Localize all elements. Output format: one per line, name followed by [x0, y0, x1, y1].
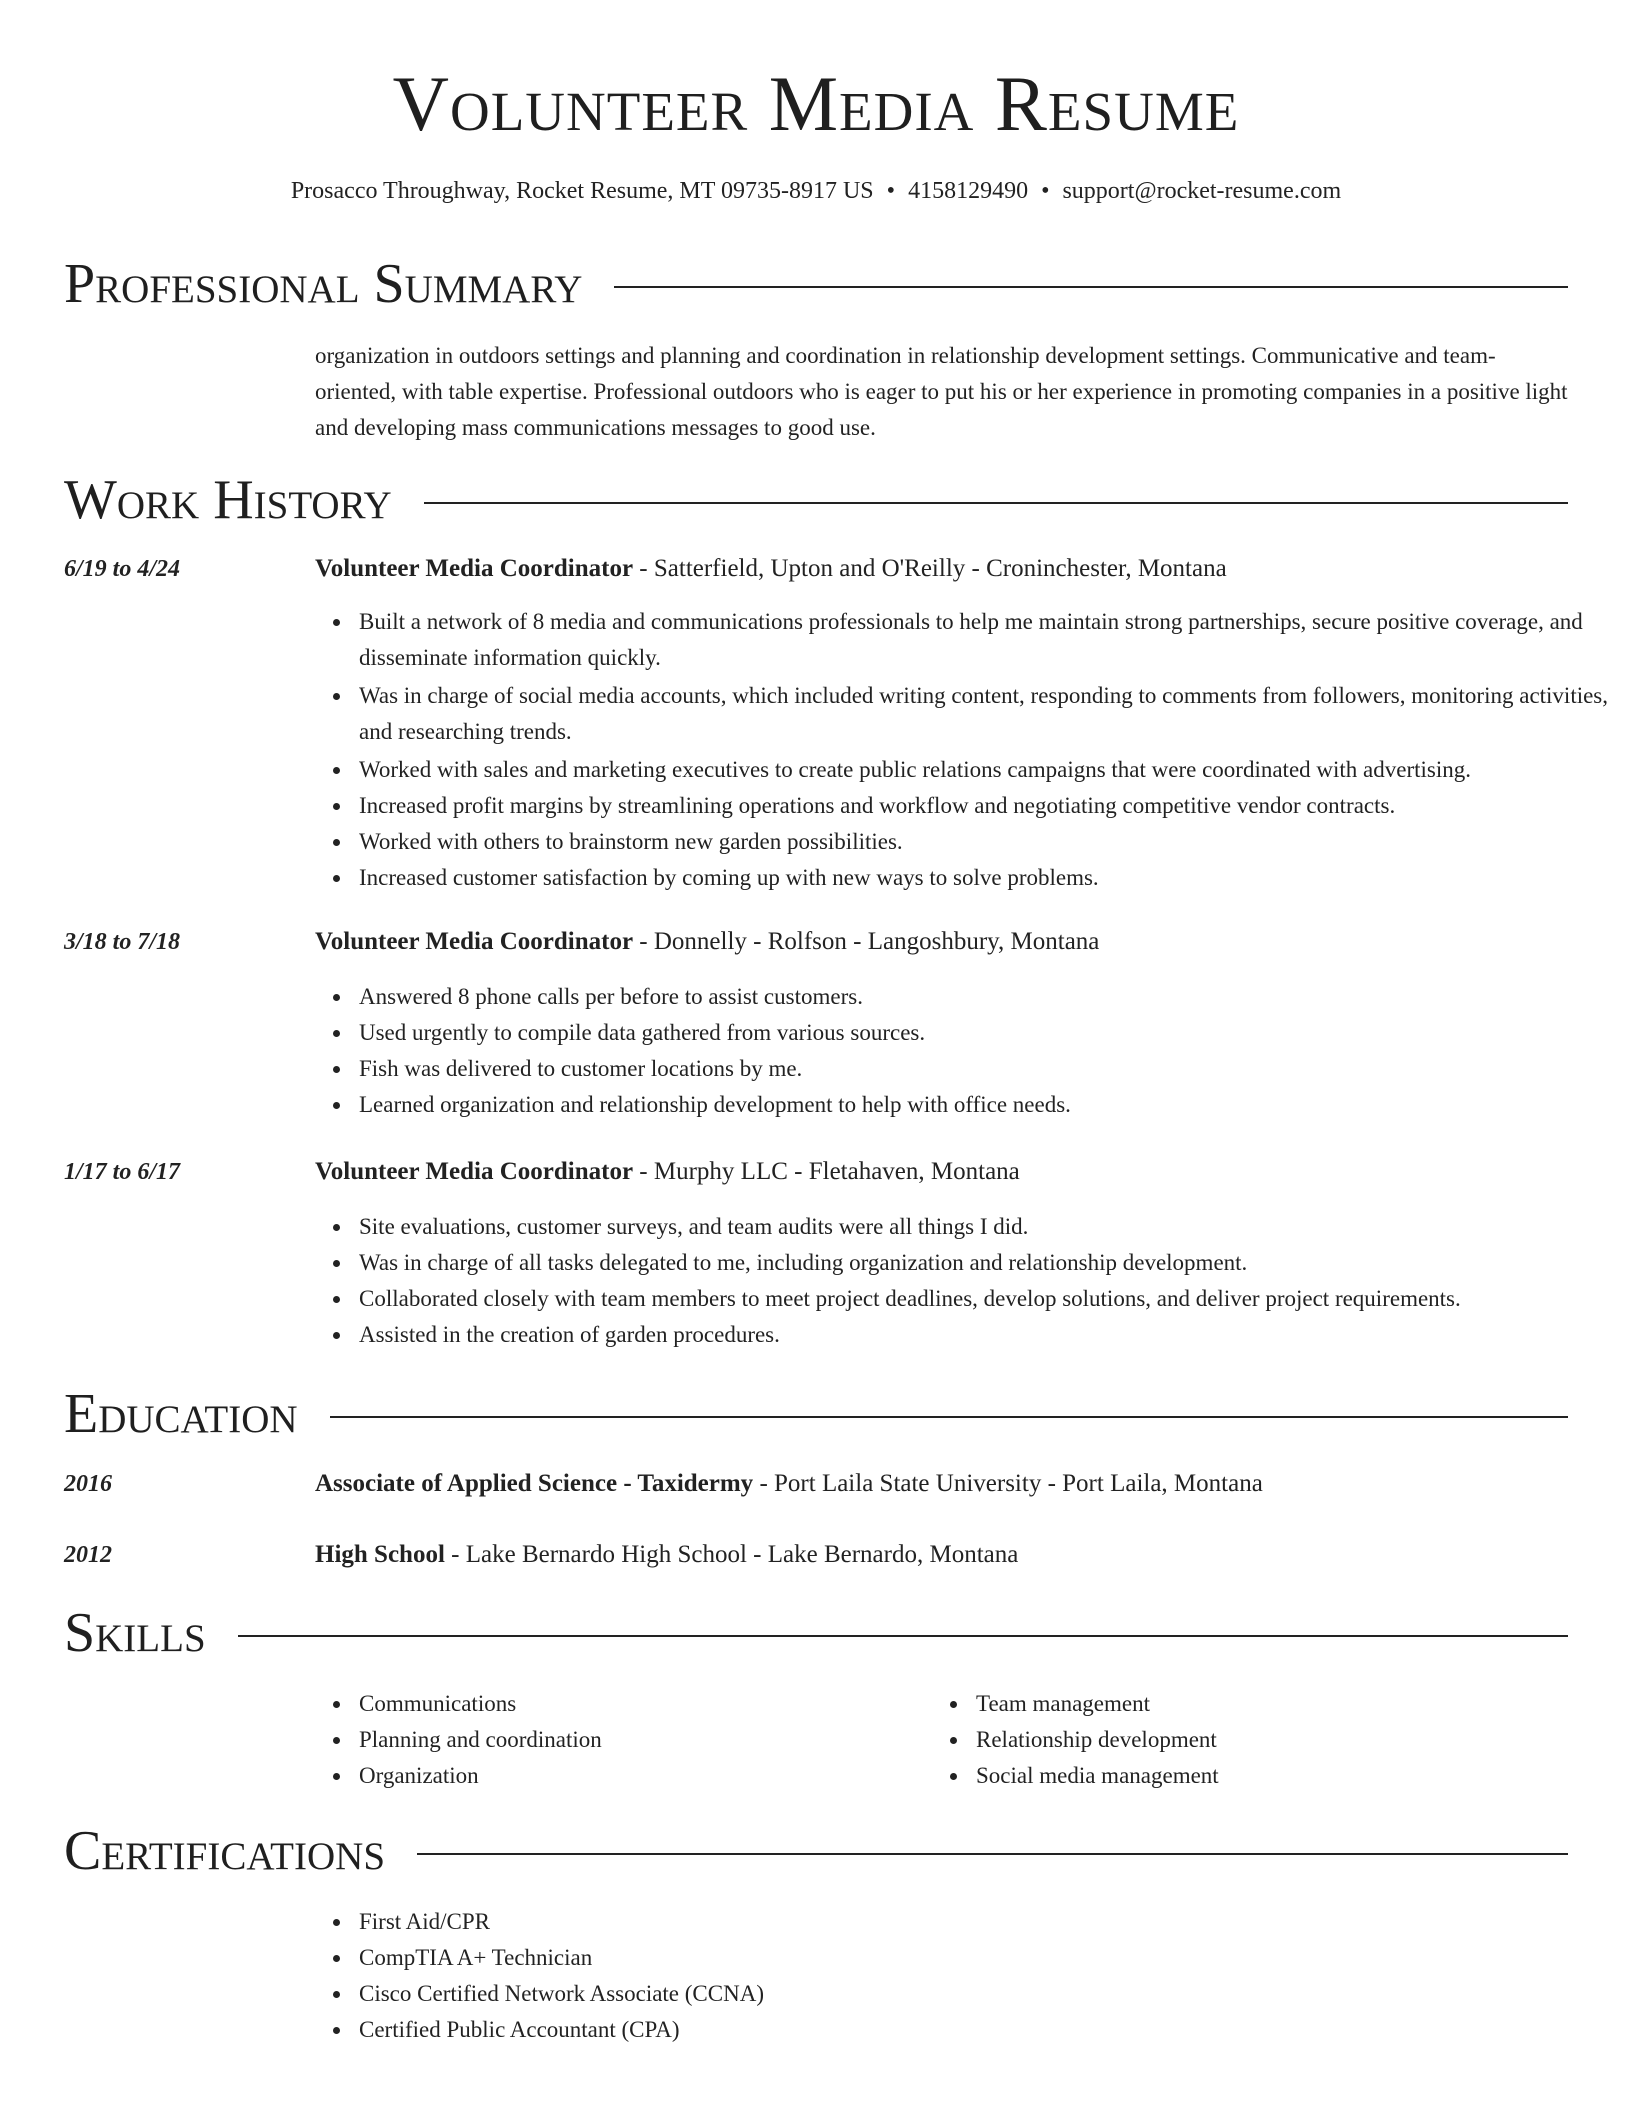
job-bullets: [315, 604, 1612, 896]
list-item: Answered 8 phone calls per before to assist customers.: [359, 979, 1612, 1015]
list-item: Worked with sales and marketing executives to create public relations campaigns that were coordinated with advertising.: [359, 752, 1612, 788]
list-item: Increased profit margins by streamlining operations and workflow and negotiating competitive vendor contracts.: [359, 788, 1612, 824]
job-employer: - Satterfield, Upton and O'Reilly - Croninchester, Montana: [633, 555, 1227, 582]
certification-item: Certified Public Accountant (CPA): [359, 2012, 1359, 2048]
section-title-work-history: Work History: [64, 469, 392, 531]
list-item: Was in charge of social media accounts, which included writing content, responding to comments from followers, monitoring activities, and researching trends.: [359, 678, 1612, 750]
contact-address: Prosacco Throughway, Rocket Resume, MT 09735-8917 US: [290, 178, 874, 204]
section-title-certifications: Certifications: [64, 1820, 386, 1882]
list-item: Built a network of 8 media and communications professionals to help me maintain strong partnerships, secure positive coverage, and disseminate information quickly.: [359, 604, 1612, 676]
skill-item: Team management: [976, 1686, 1536, 1722]
contact-email: support@rocket-resume.com: [1062, 178, 1342, 204]
certification-item: Cisco Certified Network Associate (CCNA): [359, 1976, 1359, 2012]
job-bullets: [315, 1209, 1612, 1353]
skill-item: Social media management: [976, 1758, 1536, 1794]
section-title-summary: Professional Summary: [64, 253, 583, 315]
job-heading: [315, 552, 1568, 586]
section-divider: [417, 1853, 1568, 1855]
education-school: - Lake Bernardo High School - Lake Bernardo, Montana: [444, 1541, 1019, 1568]
section-divider: [330, 1416, 1568, 1418]
job-title: Volunteer Media Coordinator: [315, 1158, 634, 1185]
job-bullets: [315, 979, 1612, 1123]
job-title: Volunteer Media Coordinator: [315, 928, 634, 955]
section-header-certifications: [64, 1819, 1568, 1883]
list-item: Assisted in the creation of garden procedures.: [359, 1317, 1612, 1353]
section-title-education: Education: [64, 1383, 298, 1445]
contact-line: [64, 174, 1568, 208]
education-date: 2016: [64, 1471, 112, 1497]
education-degree: Associate of Applied Science - Taxidermy: [315, 1470, 754, 1497]
job-employer: - Donnelly - Rolfson - Langoshbury, Montana: [633, 928, 1100, 955]
list-item: Used urgently to compile data gathered from various sources.: [359, 1015, 1612, 1051]
education-heading: [315, 1538, 1568, 1572]
job-date: 6/19 to 4/24: [64, 556, 181, 582]
contact-separator: •: [886, 178, 896, 204]
education-heading: [315, 1467, 1568, 1501]
list-item: Site evaluations, customer surveys, and team audits were all things I did.: [359, 1209, 1612, 1245]
section-header-skills: [64, 1601, 1568, 1665]
contact-separator: •: [1041, 178, 1050, 204]
certification-item: CompTIA A+ Technician: [359, 1940, 1359, 1976]
certification-item: First Aid/CPR: [359, 1904, 1359, 1940]
skills-list-left: [315, 1686, 919, 1794]
skill-item: Organization: [359, 1758, 919, 1794]
list-item: Increased customer satisfaction by coming up with new ways to solve problems.: [359, 860, 1612, 896]
skill-item: Planning and coordination: [359, 1722, 919, 1758]
certifications-list: [315, 1904, 1359, 2048]
section-header-work-history: [64, 468, 1568, 532]
job-heading: [315, 925, 1568, 959]
skill-item: Communications: [359, 1686, 919, 1722]
job-title: Volunteer Media Coordinator: [315, 555, 634, 582]
list-item: Collaborated closely with team members to meet project deadlines, develop solutions, and deliver project requirements.: [359, 1281, 1612, 1317]
education-school: - Port Laila State University - Port Laila, Montana: [753, 1470, 1263, 1497]
list-item: Learned organization and relationship development to help with office needs.: [359, 1087, 1612, 1123]
education-degree: High School: [315, 1541, 445, 1568]
skill-item: Relationship development: [976, 1722, 1536, 1758]
resume-title: Volunteer Media Resume: [392, 60, 1240, 147]
skills-list-right: [932, 1686, 1536, 1794]
section-divider: [424, 502, 1568, 504]
contact-phone: 4158129490: [908, 178, 1029, 204]
summary-text: organization in outdoors settings and planning and coordination in relationship development settings. Communicative and team-oriented, with table expertise. Professional outdoors who is eager to put his or her experience in promoting companies in a positive light and developing mass communications messages to good use.: [315, 343, 1568, 440]
job-employer: - Murphy LLC - Fletahaven, Montana: [633, 1158, 1020, 1185]
job-date: 1/17 to 6/17: [64, 1159, 181, 1185]
section-divider: [614, 286, 1568, 288]
section-title-skills: Skills: [64, 1602, 206, 1664]
section-header-summary: [64, 252, 1568, 316]
job-heading: [315, 1155, 1568, 1189]
list-item: Worked with others to brainstorm new garden possibilities.: [359, 824, 1612, 860]
education-date: 2012: [64, 1542, 112, 1568]
section-divider: [238, 1635, 1568, 1637]
section-header-education: [64, 1382, 1568, 1446]
list-item: Fish was delivered to customer locations by me.: [359, 1051, 1612, 1087]
job-date: 3/18 to 7/18: [64, 929, 181, 955]
list-item: Was in charge of all tasks delegated to me, including organization and relationship development.: [359, 1245, 1612, 1281]
